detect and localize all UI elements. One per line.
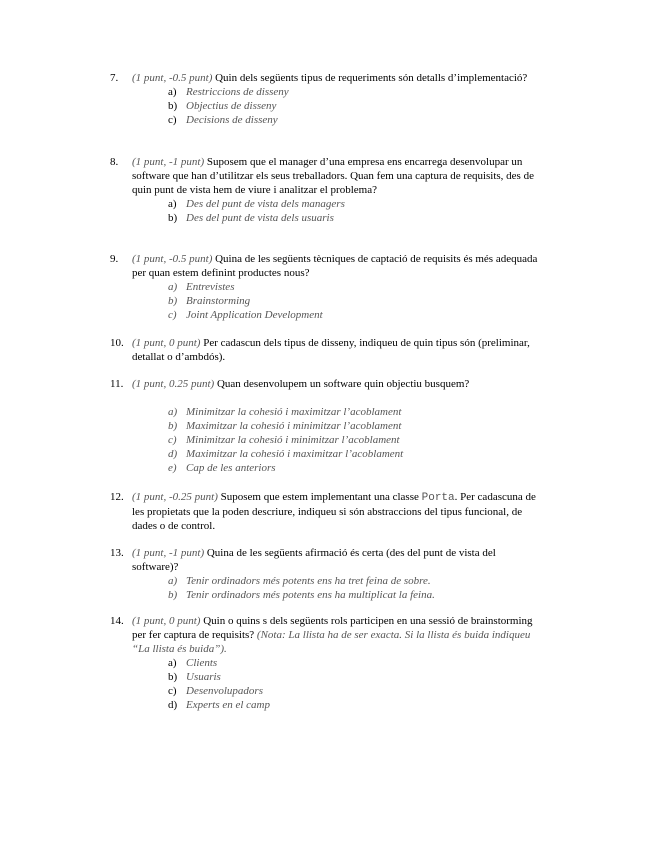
option-label: a): [168, 657, 177, 669]
option-c[interactable]: [132, 684, 542, 698]
question-points: (1 punt, -1 punt): [132, 547, 205, 559]
question-body-continued: . Per cadascuna de les propietats que la poden descriure, indiqueu si són abstraccions del tipus funcional, de dades o de control.: [132, 491, 536, 532]
question-9: [110, 252, 542, 322]
question-points: (1 punt, 0 punt): [132, 615, 201, 627]
question-number: 12.: [110, 491, 124, 503]
option-text: Des del punt de vista dels usuaris: [186, 212, 334, 224]
option-a[interactable]: [132, 574, 542, 588]
question-text: [132, 377, 542, 391]
option-label: b): [168, 100, 178, 112]
option-label: c): [168, 434, 177, 446]
question-body: Quan desenvolupem un software quin objectiu busquem?: [216, 378, 470, 390]
option-b[interactable]: [132, 419, 542, 433]
option-list: [132, 656, 542, 712]
question-points: (1 punt, 0 punt): [132, 337, 201, 349]
question-points: (1 punt, -0.5 punt): [132, 72, 213, 84]
option-label: b): [168, 420, 178, 432]
question-points: (1 punt, 0.25 punt): [132, 378, 215, 390]
question-13: [110, 546, 542, 602]
question-text: [132, 546, 542, 574]
option-label: c): [168, 114, 177, 126]
class-name-code: Porta: [421, 492, 455, 504]
option-text: Des del punt de vista dels managers: [186, 198, 345, 210]
option-c[interactable]: [132, 308, 542, 322]
option-text: Desenvolupadors: [186, 685, 263, 697]
option-label: a): [168, 575, 178, 587]
option-text: Minimitzar la cohesió i maximitzar l’acoblament: [186, 406, 402, 418]
option-b[interactable]: [132, 211, 542, 225]
question-text: [132, 252, 542, 280]
option-a[interactable]: [132, 85, 542, 99]
option-a[interactable]: [132, 405, 542, 419]
question-body: Suposem que estem implementant una classe: [220, 491, 419, 503]
option-text: Maximitzar la cohesió i minimitzar l’acoblament: [186, 420, 402, 432]
option-text: Joint Application Development: [186, 309, 323, 321]
question-10: [110, 336, 542, 364]
option-label: b): [168, 589, 178, 601]
option-text: Tenir ordinadors més potents ens ha multiplicat la feina.: [186, 589, 435, 601]
option-text: Entrevistes: [186, 281, 235, 293]
option-text: Brainstorming: [186, 295, 251, 307]
option-c[interactable]: [132, 113, 542, 127]
option-label: a): [168, 406, 178, 418]
question-number: 13.: [110, 547, 124, 559]
option-list: [132, 405, 542, 475]
question-body: Quina de les següents afirmació és certa (des del punt de vista del software)?: [132, 547, 496, 573]
question-number: 14.: [110, 615, 124, 627]
question-text: [132, 71, 542, 85]
question-text: [132, 336, 542, 364]
question-body: Quin dels següents tipus de requeriments són detalls d’implementació?: [215, 72, 528, 84]
question-text: [132, 614, 542, 656]
question-text: [132, 155, 542, 197]
option-b[interactable]: [132, 588, 542, 602]
option-label: b): [168, 212, 178, 224]
option-c[interactable]: [132, 433, 542, 447]
question-body: Suposem que el manager d’una empresa ens encarrega desenvolupar un software que han d’utilitzar els seus treballadors. Quan fem una captura de requisits, des de quin punt de vista hem de viure i analitzar el problema?: [132, 156, 534, 196]
option-list: [132, 85, 542, 127]
option-text: Maximitzar la cohesió i maximitzar l’acoblament: [186, 448, 404, 460]
question-points: (1 punt, -0.25 punt): [132, 491, 218, 503]
option-b[interactable]: [132, 294, 542, 308]
option-text: Cap de les anteriors: [186, 462, 276, 474]
option-label: c): [168, 309, 177, 321]
option-text: Usuaris: [186, 671, 221, 683]
question-number: 8.: [110, 156, 119, 168]
question-number: 11.: [110, 378, 124, 390]
question-12: [110, 490, 542, 533]
option-text: Minimitzar la cohesió i minimitzar l’acoblament: [186, 434, 400, 446]
option-text: Experts en el camp: [186, 699, 270, 711]
option-text: Clients: [186, 657, 218, 669]
option-d[interactable]: [132, 698, 542, 712]
question-8: [110, 155, 542, 225]
option-text: Tenir ordinadors més potents ens ha tret feina de sobre.: [186, 575, 431, 587]
question-7: [110, 71, 542, 127]
option-label: d): [168, 448, 178, 460]
option-label: a): [168, 86, 177, 98]
question-number: 10.: [110, 337, 124, 349]
question-points: (1 punt, -1 punt): [132, 156, 205, 168]
question-text: [132, 490, 542, 533]
option-label: a): [168, 281, 178, 293]
question-number: 7.: [110, 72, 119, 84]
option-a[interactable]: [132, 280, 542, 294]
option-text: Restriccions de disseny: [186, 86, 289, 98]
question-body: Quin o quins s dels següents rols participen en una sessió de brainstorming per fer captura de requisits?: [132, 615, 533, 641]
question-body: Per cadascun dels tipus de disseny, indiqueu de quin tipus són (preliminar, detallat o d’ambdós).: [132, 337, 530, 363]
option-e[interactable]: [132, 461, 542, 475]
option-label: a): [168, 198, 177, 210]
question-points: (1 punt, -0.5 punt): [132, 253, 213, 265]
option-label: b): [168, 295, 178, 307]
option-text: Objectius de disseny: [186, 100, 277, 112]
question-11: [110, 377, 542, 475]
question-number: 9.: [110, 253, 119, 265]
option-label: c): [168, 685, 177, 697]
option-text: Decisions de disseny: [186, 114, 278, 126]
option-label: d): [168, 699, 178, 711]
option-a[interactable]: [132, 197, 542, 211]
option-d[interactable]: [132, 447, 542, 461]
option-label: e): [168, 462, 177, 474]
option-b[interactable]: [132, 670, 542, 684]
option-list: [132, 280, 542, 322]
question-14: [110, 614, 542, 712]
question-note: (Nota: La llista ha de ser exacta. Si la llista és buida indiqueu “La llista és buida”).: [132, 629, 531, 655]
option-a[interactable]: [132, 656, 542, 670]
option-list: [132, 574, 542, 602]
option-b[interactable]: [132, 99, 542, 113]
question-body: Quina de les següents tècniques de captació de requisits és més adequada per quan estem definint productes nous?: [132, 253, 538, 279]
option-list: [132, 197, 542, 225]
option-label: b): [168, 671, 178, 683]
